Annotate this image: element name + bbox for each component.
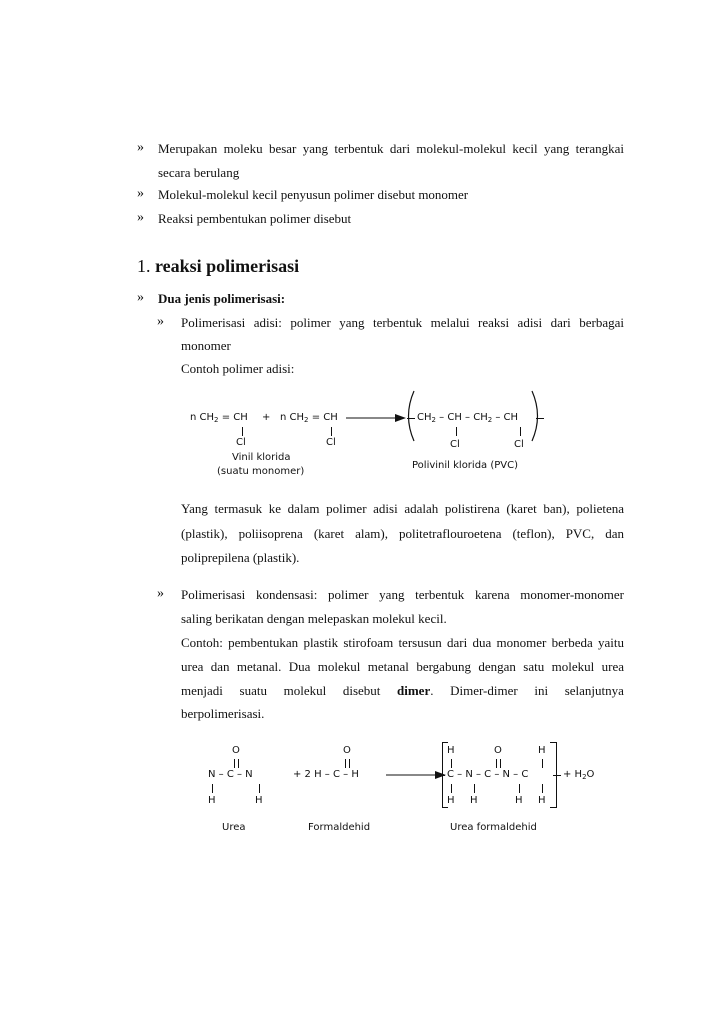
hydrogen-atom: H (208, 795, 216, 806)
water-byproduct: + $H_2O$ (563, 769, 595, 781)
bullet-icon: » (157, 314, 164, 329)
chlorine-label: Cl (326, 437, 336, 448)
hydrogen-atom: H (447, 795, 455, 806)
monomer-1: n $CH_2$ = CH (190, 412, 248, 424)
left-parenthesis (402, 390, 416, 442)
double-bond-line (238, 759, 239, 768)
bond-line (520, 427, 521, 436)
urea-name: Urea (222, 822, 246, 833)
hydrogen-atom: H (470, 795, 478, 806)
kondensasi-text-5 (181, 684, 624, 697)
adisi-paragraph-3: poliprepilena (plastik). (181, 550, 300, 565)
section-title: reaksi polimerisasi (155, 256, 300, 276)
product-name: Urea formaldehid (450, 822, 537, 833)
bullet-icon: » (157, 586, 164, 601)
bullet-icon: » (137, 140, 144, 155)
chlorine-label: Cl (514, 439, 524, 450)
hydrogen-atom: H (515, 795, 523, 806)
double-bond-line (349, 759, 350, 768)
chlorine-label: Cl (236, 437, 246, 448)
hydrogen-atom: H (255, 795, 263, 806)
hydrogen-atom: H (447, 745, 455, 756)
types-heading: Dua jenis polimerisasi: (158, 291, 286, 306)
hydrogen-atom: H (538, 745, 546, 756)
bond-line (542, 759, 543, 768)
right-bracket (550, 742, 556, 743)
formaldehyde-backbone: + 2 H – C – H (293, 769, 359, 780)
left-bracket (442, 742, 448, 743)
adisi-paragraph-2: (plastik), poliisoprena (karet alam), politetraflouroetena (teflon), PVC, dan (181, 526, 624, 541)
monomer-name: Vinil klorida (232, 452, 291, 463)
kondensasi-text-3: Contoh: pembentukan plastik stirofoam tersusun dari dua monomer berbeda yaitu (181, 635, 624, 650)
section-heading (137, 257, 299, 275)
bond-line (242, 427, 243, 436)
bond-line (331, 427, 332, 436)
chlorine-label: Cl (450, 439, 460, 450)
oxygen-atom: O (494, 745, 502, 756)
bond-line (474, 784, 475, 793)
bond-line (519, 784, 520, 793)
kondensasi-text-4: urea dan metanal. Dua molekul metanal bergabung dengan satu molekul urea (181, 659, 624, 674)
bond-line (212, 784, 213, 793)
urea-backbone: N – C – N (208, 769, 253, 780)
double-bond-line (496, 759, 497, 768)
kondensasi-text-1: Polimerisasi kondensasi: polimer yang terbentuk karena monomer-monomer (181, 587, 624, 602)
chain-bond (407, 418, 415, 419)
text-word: selanjutnya (564, 683, 624, 698)
chain-bond (536, 418, 544, 419)
dimer-term: dimer. (397, 683, 434, 698)
reaction-arrow (346, 414, 406, 424)
bullet-text-1: Merupakan moleku besar yang terbentuk dari molekul-molekul kecil yang terangkai (158, 141, 624, 156)
bond-line (542, 784, 543, 793)
bullet-icon: » (137, 186, 144, 201)
right-bracket (550, 807, 556, 808)
kondensasi-text-2: saling berikatan dengan melepaskan molekul kecil. (181, 611, 447, 626)
chain-bond (437, 775, 445, 776)
monomer-2: n $CH_2$ = CH (280, 412, 338, 424)
bullet-text-2: Molekul-molekul kecil penyusun polimer disebut monomer (158, 187, 469, 202)
plus-sign: + (262, 412, 271, 423)
oxygen-atom: O (343, 745, 351, 756)
double-bond-line (500, 759, 501, 768)
text-word: Dimer-dimer (450, 683, 518, 698)
chain-bond (553, 775, 561, 776)
formaldehyde-name: Formaldehid (308, 822, 371, 833)
bullet-text-1-cont: secara berulang (158, 165, 240, 180)
double-bond-line (234, 759, 235, 768)
text-word: molekul (283, 683, 327, 698)
adisi-text-2: monomer (181, 338, 231, 353)
hydrogen-atom: H (538, 795, 546, 806)
adisi-text-1: Polimerisasi adisi: polimer yang terbentuk melalui reaksi adisi dari berbagai (181, 315, 624, 330)
left-bracket (442, 807, 448, 808)
bullet-icon: » (137, 210, 144, 225)
bond-line (456, 427, 457, 436)
polymer-unit: $CH_2$ – CH – $CH_2$ – CH (417, 412, 519, 424)
oxygen-atom: O (232, 745, 240, 756)
bond-line (451, 784, 452, 793)
right-parenthesis (530, 390, 544, 442)
section-number: 1. (137, 256, 151, 276)
bullet-icon: » (137, 290, 144, 305)
bond-line (451, 759, 452, 768)
bond-line (259, 784, 260, 793)
product-name: Polivinil klorida (PVC) (412, 460, 519, 471)
text-word: menjadi (181, 683, 223, 698)
reaction-arrow (386, 771, 446, 781)
adisi-paragraph-1: Yang termasuk ke dalam polimer adisi adalah polistirena (karet ban), polietena (181, 501, 624, 516)
text-word: disebut (342, 683, 381, 698)
text-word: suatu (239, 683, 267, 698)
text-word: ini (534, 683, 549, 698)
double-bond-line (345, 759, 346, 768)
adisi-example-label: Contoh polimer adisi: (181, 361, 295, 376)
bullet-text-3: Reaksi pembentukan polimer disebut (158, 211, 352, 226)
monomer-note: (suatu monomer) (217, 466, 305, 477)
kondensasi-text-6: berpolimerisasi. (181, 706, 265, 721)
polymer-backbone: C – N – C – N – C (447, 769, 529, 780)
